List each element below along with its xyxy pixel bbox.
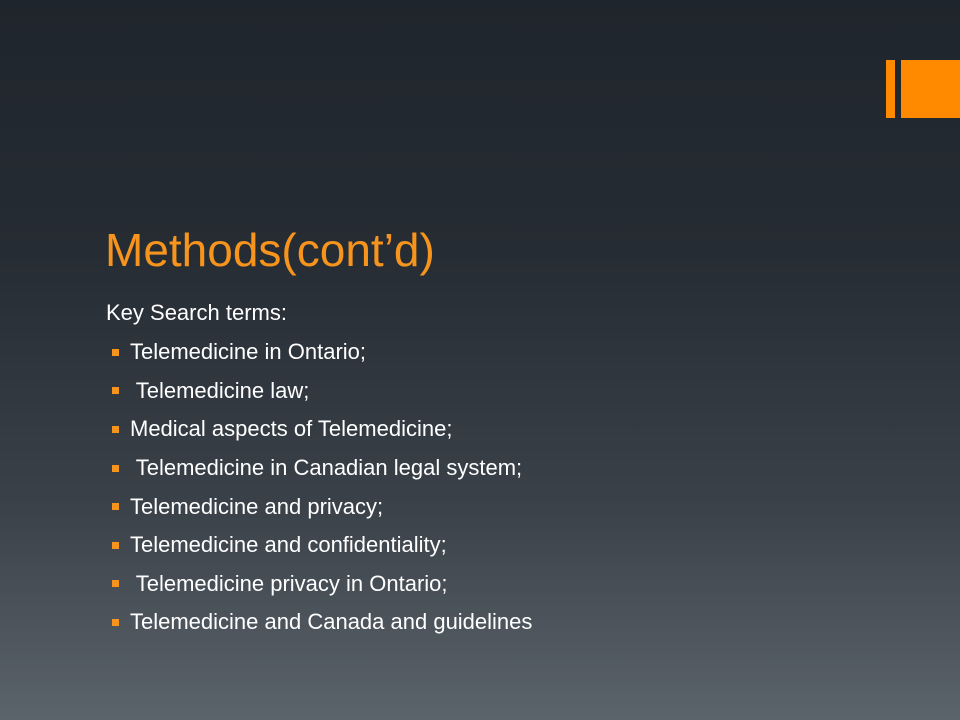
bullet-item [112,565,532,604]
bullet-item [112,449,532,488]
square-bullet-icon [112,426,119,433]
bullet-text: Telemedicine privacy in Ontario; [130,570,448,596]
bullet-text: Telemedicine in Ontario; [130,339,367,365]
bullet-text: Medical aspects of Telemedicine; [130,416,453,442]
square-bullet-icon [112,503,119,510]
bullet-item [112,333,532,372]
square-bullet-icon [112,465,119,472]
bullet-list [112,333,532,642]
square-bullet-icon [112,349,119,356]
bullet-text: Telemedicine law; [130,377,310,403]
square-bullet-icon [112,619,119,626]
bullet-text: Telemedicine and confidentiality; [130,532,447,558]
square-bullet-icon [112,542,119,549]
square-bullet-icon [112,580,119,587]
accent-bar-thin [886,60,895,118]
bullet-text: Telemedicine and privacy; [130,493,384,519]
bullet-text: Telemedicine and Canada and guidelines [130,609,533,635]
bullet-item [112,526,532,565]
square-bullet-icon [112,387,119,394]
bullet-item [112,603,532,642]
slide-subtitle: Key Search terms: [106,300,287,325]
bullet-text: Telemedicine in Canadian legal system; [130,455,523,481]
bullet-item [112,487,532,526]
bullet-item [112,372,532,411]
slide-title: Methods(cont’d) [105,224,435,276]
bullet-item [112,410,532,449]
accent-bar-block [901,60,960,118]
